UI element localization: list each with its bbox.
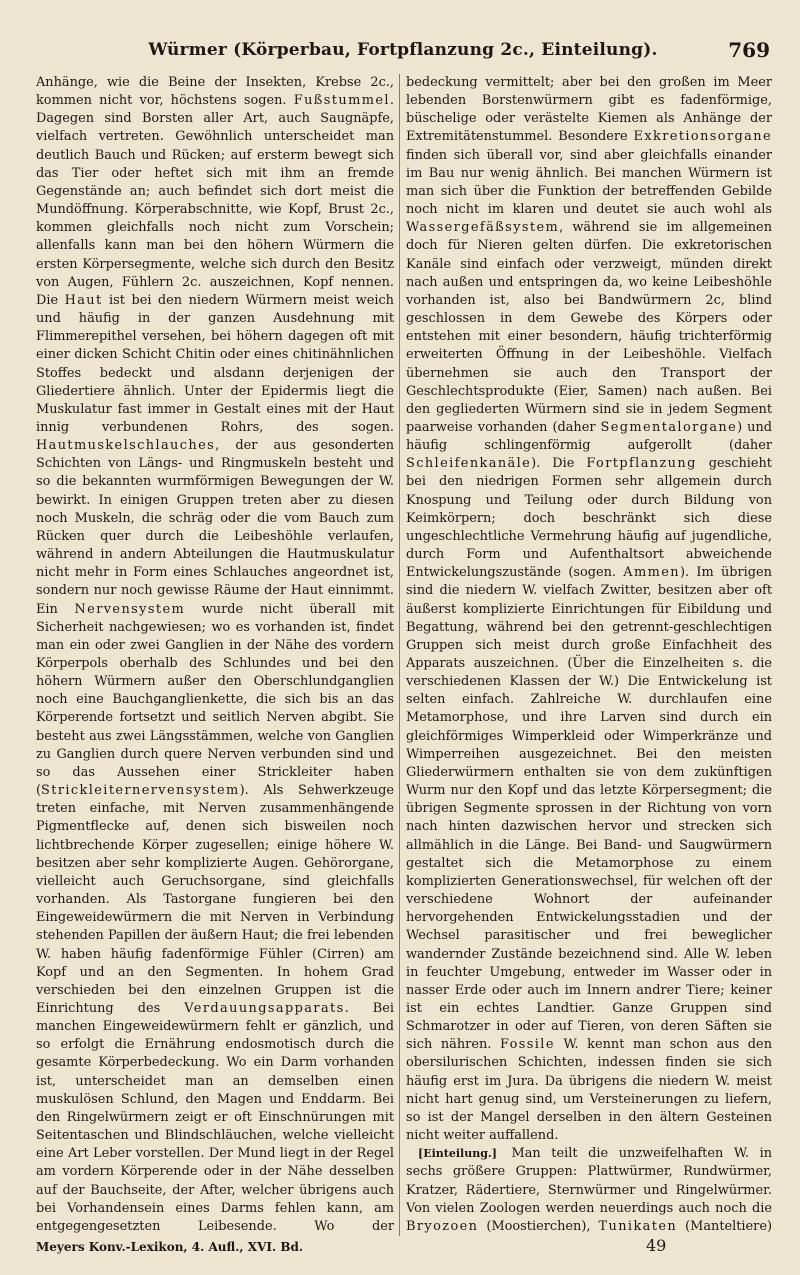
emphasis-term: Nervensystem: [74, 601, 186, 617]
emphasis-term: Ammen: [623, 565, 680, 581]
emphasis-term: Strickleiternervensystem: [41, 783, 240, 799]
emphasis-term: Segmentalorgane: [600, 419, 738, 435]
emphasis-term: Exkretionsorgane: [633, 129, 772, 145]
emphasis-term: Schleifenkanäle: [406, 456, 532, 472]
body-paragraph: bedeckung vermittelt; aber bei den großen im Meer lebenden Borstenwürmern gibt es fadenförmige, büschelige oder verästelte Kiemen als Anhänge der Extremitätenstummel. Besondere Exkretionsorgane finden sich überall vor, sind aber gleichfalls einander im Bau nur wenig ähnlich. Bei manchen Würmern ist man sich über die Funktion der betreffenden Gebilde noch nicht im klaren und deutet sie auch wohl als Wassergefäßsystem, während sie im allgemeinen doch für Nieren gelten dürfen. Die exkretorischen Kanäle sind einfach oder verzweigt, münden direkt nach außen und entspringen da, wo keine Leibeshöhle vorhanden ist, also bei Bandwürmern 2c, blind geschlossen in dem Gewebe des Körpers oder entstehen mit einer besondern, häufig trichterförmig erweiterten Öffnung in der Leibeshöhle. Vielfach übernehmen sie auch den Transport der Geschlechtsprodukte (Eier, Samen) nach außen. Bei den gegliederten Würmern sind sie in jedem Segment paarweise vorhanden (daher Segmentalorgane) und häufig schlingenförmig aufgerollt (daher Schleifenkanäle). Die Fortpflanzung geschieht bei den niedrigen Formen sehr allgemein durch Knospung und Teilung oder durch Bildung von Keimkörpern; doch beschränkt sich diese ungeschlechtliche Vermehrung häufig auf jugendliche, durch Form und Aufenthaltsort abweichende Entwickelungszustände (sogen. Ammen). Im übrigen sind die niedern W. vielfach Zwitter, besitzen aber oft äußerst komplizierte Einrichtungen für Eibildung und Begattung, während bei den getrennt-geschlechtigen Gruppen sich meist durch große Einfachheit des Apparats auszeichnen. (Über die Einzelheiten s. die verschiedenen Klassen der W.) Die Entwickelung ist selten einfach. Zahlreiche W. durchlaufen eine Metamorphose, und ihre Larven sind durch ein gleichförmiges Wimperkleid oder Wimperkränze und Wimperreihen ausgezeichnet. Bei den meisten Gliederwürmern enthalten sie von dem zukünftigen Wurm nur den Kopf und das letzte Körpersegment; die übrigen Segmente sprossen in der Richtung von vorn nach hinten dazwischen hervor und strecken sich allmählich in die Länge. Bei Band- und Saugwürmern gestaltet sich die Metamorphose zu einem komplizierten Generationswechsel, für welchen oft der verschiedene Wohnort der aufeinander hervorgehenden Entwickelungsstadien und der Wechsel parasitischer und frei beweglicher wandernder Zustände bezeichnend sind. Alle W. leben in feuchter Umgebung, entweder im Wasser oder in nasser Erde oder auch im Innern andrer Tiere; keiner ist ein echtes Landtier. Ganze Gruppen sind Schmarotzer in oder auf Tieren, von deren Säften sie sich nähren. Fossile W. kennt man schon aus den obersilurischen Schichten, indessen finden sie sich häufig erst im Jura. Da übrigens die niedern W. meist nicht hart genug sind, um Versteinerungen zu liefern, so ist der Mangel derselben in den ältern Gesteinen nicht weiter auffallend.: [406, 75, 772, 1144]
page-number: 769: [728, 38, 770, 62]
emphasis-term: Hautmuskelschlauches: [36, 438, 216, 454]
footer-signature: 49: [646, 1236, 667, 1255]
footer-imprint: Meyers Konv.-Lexikon, 4. Aufl., XVI. Bd.: [36, 1240, 304, 1254]
emphasis-term: Fossile: [499, 1037, 555, 1053]
emphasis-term: Bryozoen: [406, 1218, 479, 1234]
emphasis-term: Wassergefäßsystem: [406, 220, 560, 236]
right-column: [406, 74, 772, 1236]
emphasis-term: Fußstummel: [293, 93, 390, 109]
body-paragraph: Anhänge, wie die Beine der Insekten, Krebse 2c., kommen nicht vor, höchstens sogen. Fußstummel. Dagegen sind Borsten aller Art, auch Saugnäpfe, vielfach vertreten. Gewöhnlich unterscheidet man deutlich Bauch und Rücken; auf ersterm bewegt sich das Tier oder heftet sich mit ihm an fremde Gegenstände an; auch befindet sich dort meist die Mundöffnung. Körperabschnitte, wie Kopf, Brust 2c., kommen gleichfalls noch nicht zum Vorschein; allenfalls kann man bei den höhern Würmern die ersten Körpersegmente, welche sich durch den Besitz von Augen, Fühlern 2c. auszeichnen, Kopf nennen. Die Haut ist bei den niedern Würmern meist weich und häufig in der ganzen Ausdehnung mit Flimmerepithel versehen, bei höhern dagegen oft mit einer dicken Schicht Chitin oder eines chitinähnlichen Stoffes bedeckt und alsdann derjenigen der Gliedertiere ähnlich. Unter der Epidermis liegt die Muskulatur fast immer in Gestalt eines mit der Haut innig verbundenen Rohrs, des sogen. Hautmuskelschlauches, der aus gesonderten Schichten von Längs- und Ringmuskeln besteht und so die bekannten wurmförmigen Bewegungen der W. bewirkt. In einigen Gruppen treten aber zu diesen noch Muskeln, die schräg oder die vom Bauch zum Rücken quer durch die Leibeshöhle verlaufen, während in andern Abteilungen die Hautmuskulatur nicht mehr in Form eines Schlauches angeordnet ist, sondern nur noch gewisse Räume der Haut einnimmt. Ein Nervensystem wurde nicht überall mit Sicherheit nachgewiesen; wo es vorhanden ist, findet man ein oder zwei Ganglien in der Nähe des vordern Körperpols oberhalb des Schlundes und bei den höhern Würmern außer den Oberschlundganglien noch eine Bauchganglienkette, die sich bis an das Körperende fortsetzt und seitlich Nerven abgibt. Sie besteht aus zwei Längsstämmen, welche von Ganglien zu Ganglien durch quere Nerven verbunden sind und so das Aussehen einer Strickleiter haben (Strickleiternervensystem). Als Sehwerkzeuge treten einfache, mit Nerven zusammenhängende Pigmentflecke auf, denen sich bisweilen noch lichtbrechende Körper zugesellen; einige höhere W. besitzen aber sehr komplizierte Augen. Gehörorgane, vielleicht auch Geruchsorgane, sind gleichfalls vorhanden. Als Tastorgane fungieren bei den Eingeweidewürmern die mit Nerven in Verbindung stehenden Papillen der äußern Haut; die frei lebenden W. haben häufig fadenförmige Fühler (Cirren) am Kopf und an den Segmenten. In hohem Grad verschieden bei den einzelnen Gruppen ist die Einrichtung des Verdauungsapparats. Bei manchen Eingeweidewürmern fehlt er gänzlich, und so erfolgt die Ernährung endosmotisch durch die gesamte Körperbedeckung. Wo ein Darm vorhanden ist, unterscheidet man an demselben einen muskulösen Schlund, den Magen und Enddarm. Bei den Ringelwürmern zeigt er oft Einschnürungen mit Seitentaschen und Blindschläuchen, welche vielleicht eine Art Leber vorstellen. Der Mund liegt in der Regel am vordern Körperende oder in der Nähe desselben auf der Bauchseite, der After, welcher übrigens auch bei Vorhandensein eines Darms fehlen kann, am entgegengesetzten Leibesende. Wo der: [36, 75, 394, 1234]
running-title: Würmer (Körperbau, Fortpflanzung 2c., Einteilung).: [148, 40, 658, 60]
emphasis-term: Tunikaten: [598, 1218, 678, 1234]
left-column: [36, 74, 394, 1236]
section-sublabel: [Einteilung.]: [418, 1147, 497, 1161]
body-paragraph: [Einteilung.] Man teilt die unzweifelhaften W. in sechs größere Gruppen: Plattwürmer, Rundwürmer, Kratzer, Rädertiere, Sternwürmer und Ringelwürmer. Von vielen Zoologen werden neuerdings auch noch die Bryozoen (Moostierchen), Tunikaten (Manteltiere): [406, 1146, 772, 1234]
emphasis-term: Fortpflanzung: [586, 456, 697, 472]
emphasis-term: Haut: [64, 292, 103, 308]
column-divider: [399, 74, 400, 1236]
page-header: [36, 36, 770, 66]
emphasis-term: Verdauungsapparats: [184, 1000, 345, 1016]
